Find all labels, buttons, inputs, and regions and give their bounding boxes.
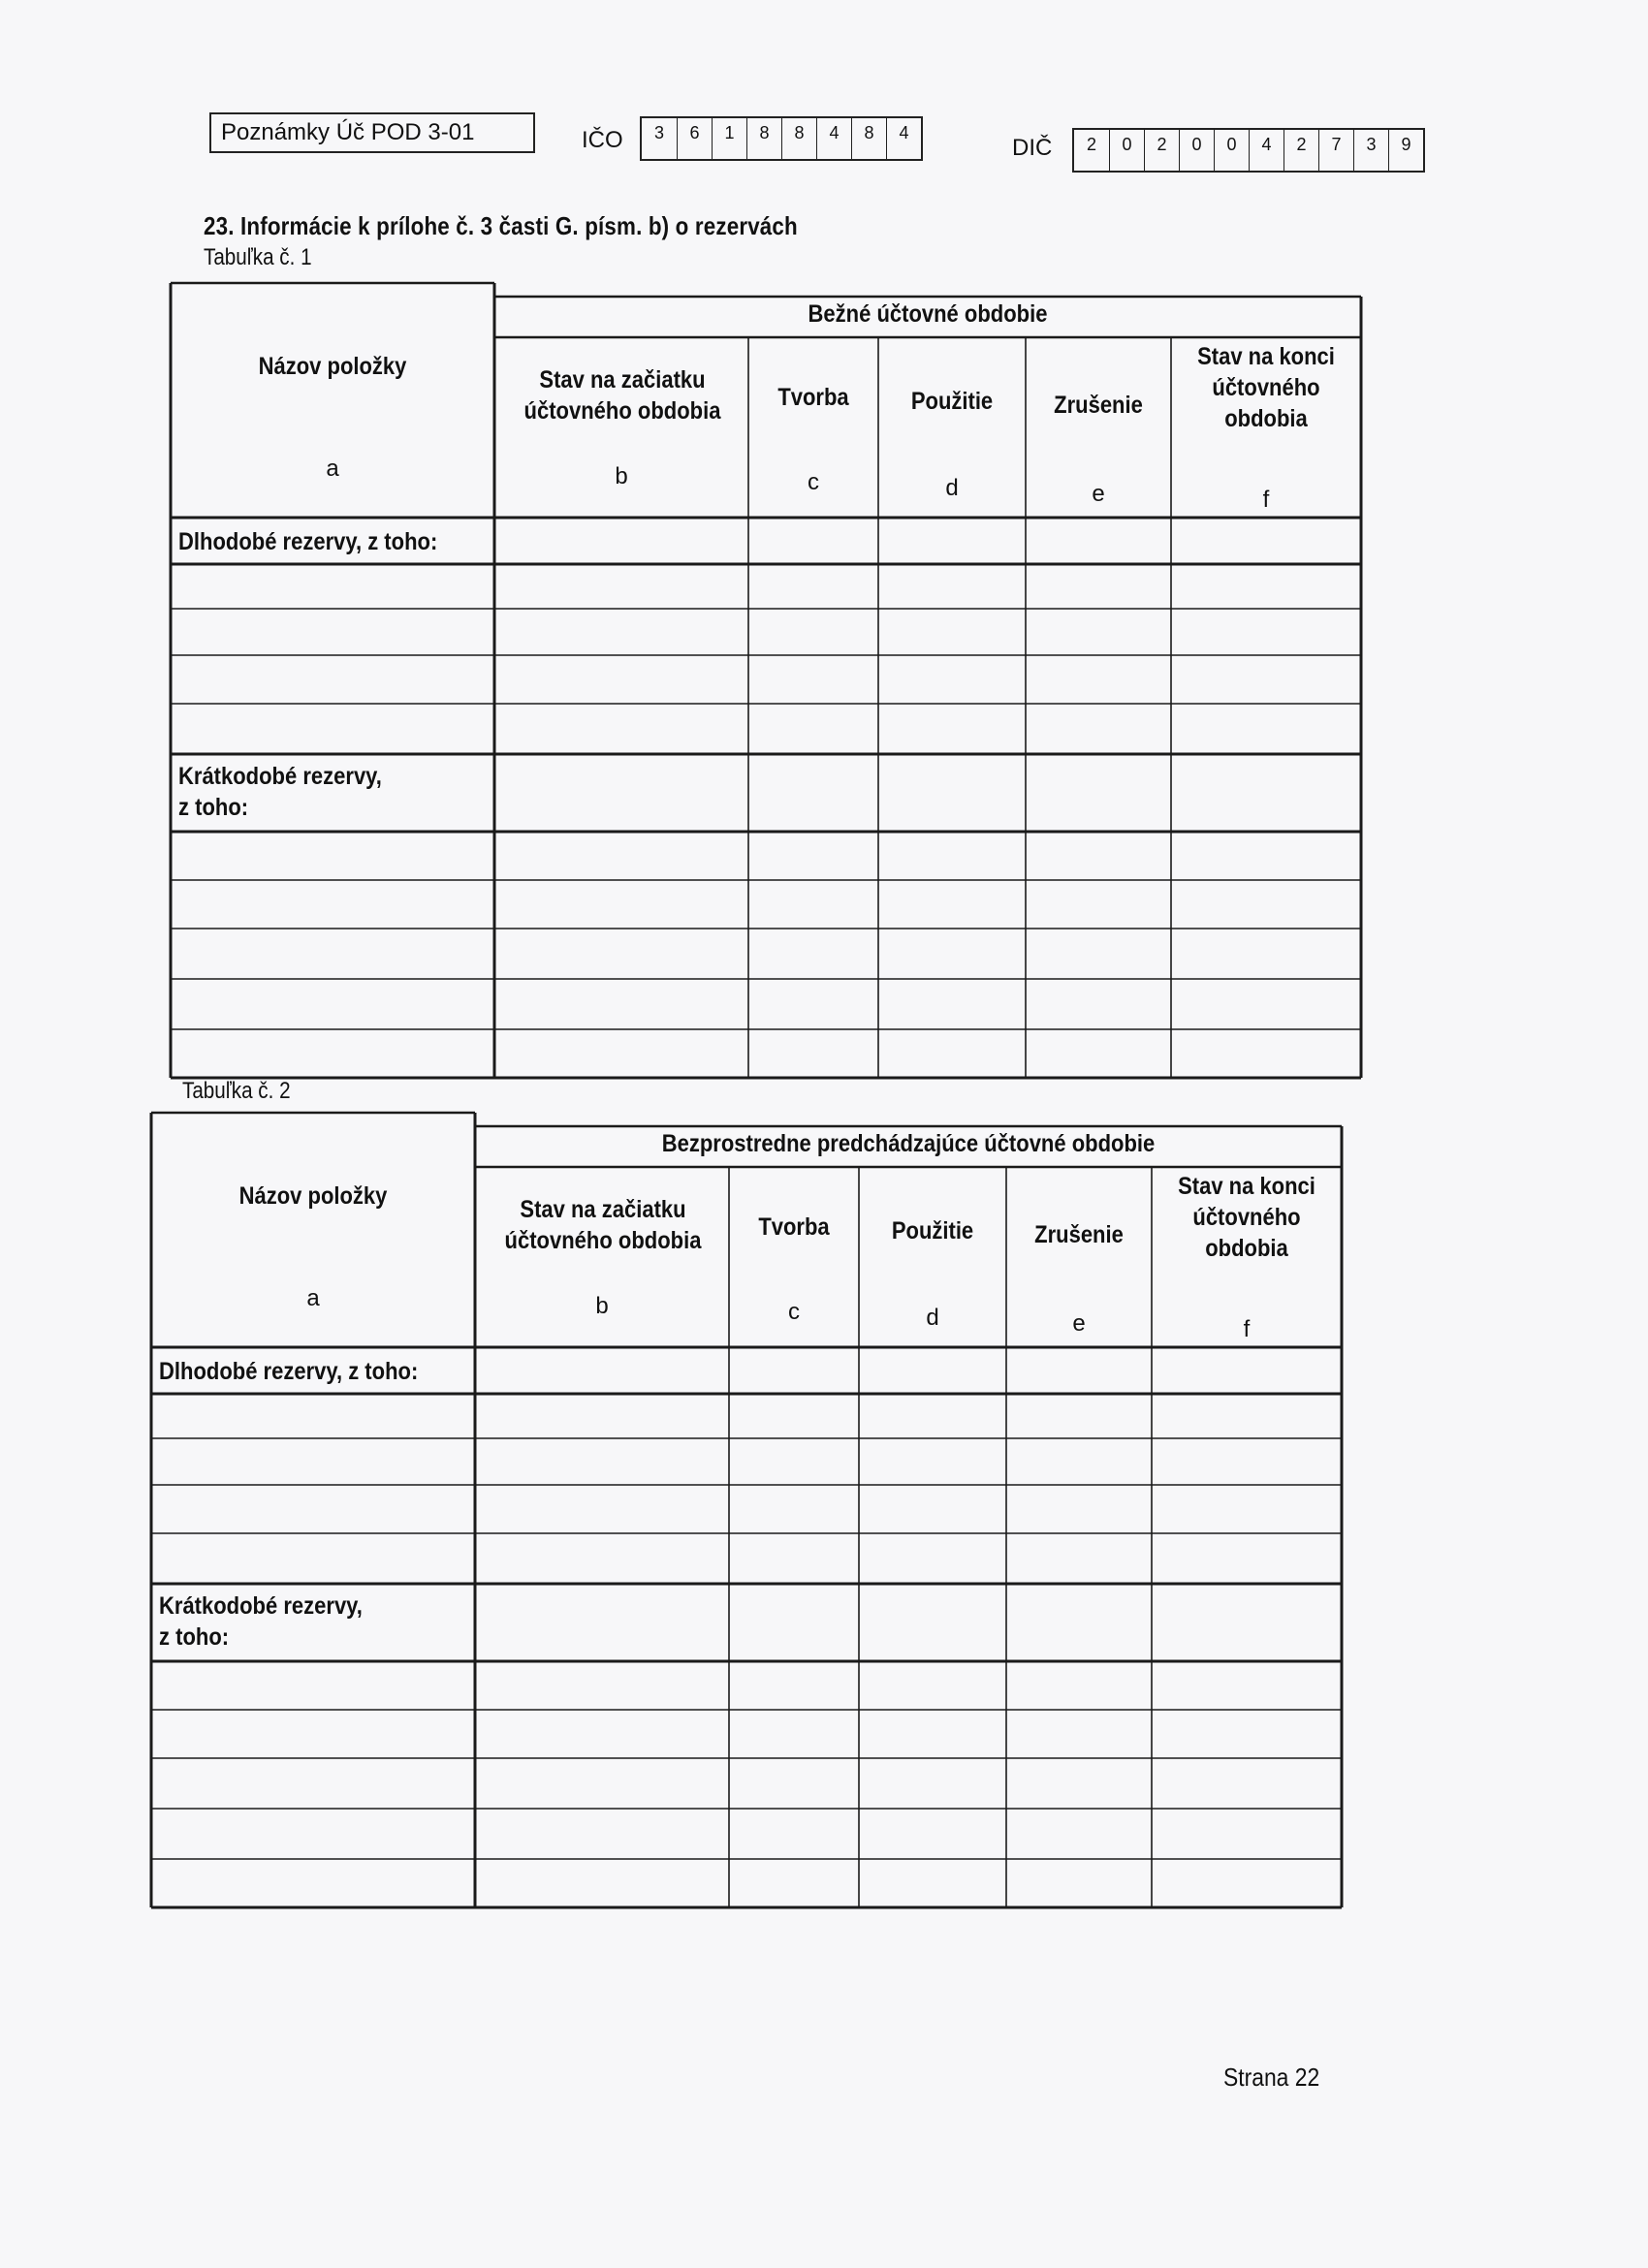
column-letter: f — [1243, 1316, 1251, 1342]
column-letter: e — [1092, 481, 1105, 507]
table1-caption: Tabuľka č. 1 — [204, 244, 312, 270]
dic-digit: 0 — [1179, 130, 1214, 171]
column-header-creation: Tvorba — [777, 384, 849, 411]
ico-digit: 8 — [781, 118, 816, 159]
column-header-start: Stav na začiatku účtovného obdobia — [523, 366, 721, 425]
dic-digit: 2 — [1284, 130, 1318, 171]
column-header-usage: Použitie — [891, 1217, 974, 1244]
dic-digit: 0 — [1109, 130, 1144, 171]
dic-digit: 2 — [1086, 135, 1096, 154]
dic-digit: 7 — [1318, 130, 1353, 171]
document-code: Poznámky Úč POD 3-01 — [221, 119, 475, 145]
row-label-long-term: Dlhodobé rezervy, z toho: — [178, 528, 438, 555]
period-header: Bezprostredne predchádzajúce účtovné obdobie — [661, 1130, 1156, 1157]
ico-digit: 8 — [851, 118, 886, 159]
column-letter: c — [788, 1299, 800, 1325]
column-header-usage: Použitie — [910, 388, 994, 415]
row-label-short-term-sub: z toho: — [178, 794, 249, 821]
ico-label: IČO — [582, 127, 623, 153]
dic-digit: 4 — [1249, 130, 1284, 171]
column-letter: e — [1072, 1310, 1086, 1337]
row-label-long-term: Dlhodobé rezervy, z toho: — [159, 1358, 419, 1385]
ico-digit: 4 — [816, 118, 851, 159]
column-letter: d — [926, 1305, 939, 1331]
column-header-name: Názov položky — [258, 353, 407, 380]
column-header-name: Názov položky — [238, 1182, 388, 1210]
column-header-end: Stav na konci účtovného obdobia — [1197, 343, 1335, 432]
column-header-start: Stav na začiatku účtovného obdobia — [504, 1196, 702, 1254]
table2 — [151, 1113, 1365, 1917]
column-header-creation: Tvorba — [758, 1213, 830, 1241]
page-number: Strana 22 — [1223, 2063, 1320, 2092]
ico-digit: 6 — [677, 118, 712, 159]
column-header-end: Stav na konci účtovného obdobia — [1178, 1173, 1315, 1262]
row-label-short-term-sub: z toho: — [159, 1623, 230, 1651]
column-letter: d — [945, 475, 959, 501]
dic-digit-boxes — [1072, 128, 1425, 173]
table1 — [171, 283, 1384, 1087]
column-letter: a — [306, 1285, 320, 1311]
column-header-cancel: Zrušenie — [1054, 392, 1143, 419]
ico-digit-boxes — [640, 116, 923, 161]
period-header: Bežné účtovné obdobie — [808, 300, 1048, 328]
column-letter: a — [326, 456, 339, 482]
table2-caption: Tabuľka č. 2 — [182, 1078, 291, 1104]
ico-digit: 4 — [886, 118, 921, 159]
column-header-cancel: Zrušenie — [1034, 1221, 1124, 1248]
section-title: 23. Informácie k prílohe č. 3 časti G. písm. b) o rezervách — [204, 211, 798, 240]
dic-digit: 3 — [1353, 130, 1388, 171]
ico-digit: 3 — [653, 123, 664, 142]
dic-label: DIČ — [1012, 135, 1053, 161]
column-letter: f — [1262, 487, 1270, 513]
column-letter: b — [595, 1293, 609, 1319]
dic-digit: 2 — [1144, 130, 1179, 171]
ico-digit: 8 — [746, 118, 781, 159]
dic-digit: 9 — [1388, 130, 1423, 171]
ico-digit: 1 — [712, 118, 746, 159]
column-letter: b — [615, 463, 628, 489]
row-label-short-term: Krátkodobé rezervy, — [159, 1592, 363, 1620]
document-code-box — [209, 112, 535, 153]
column-letter: c — [808, 469, 819, 495]
dic-digit: 0 — [1214, 130, 1249, 171]
row-label-short-term: Krátkodobé rezervy, — [178, 763, 382, 790]
